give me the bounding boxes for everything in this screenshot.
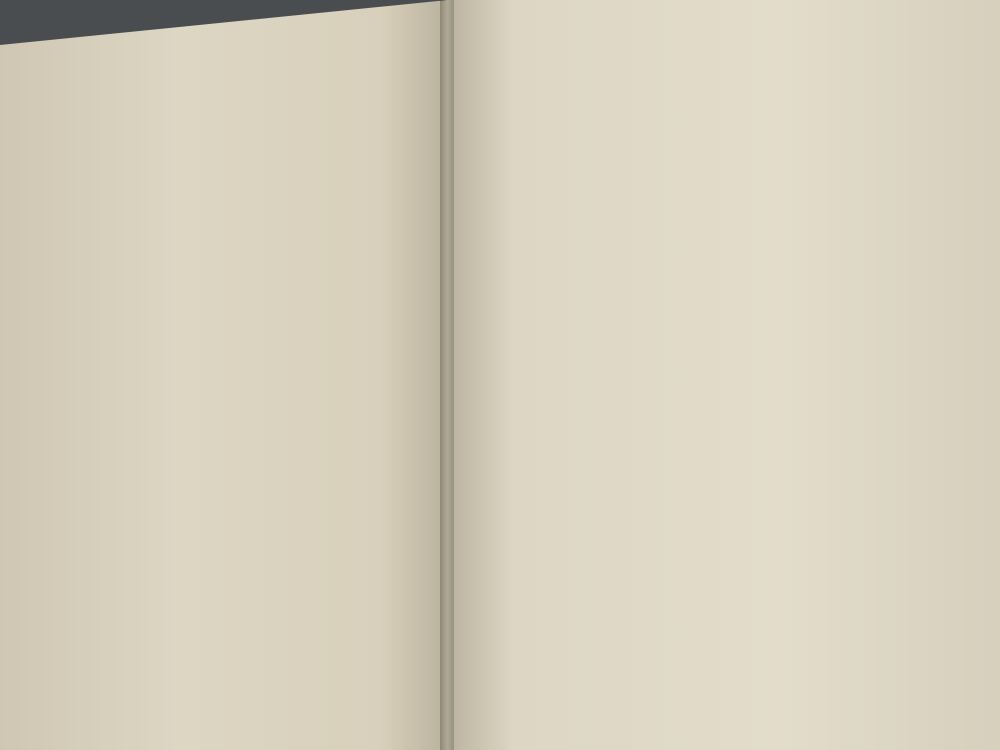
book-gutter [440,0,454,750]
left-page [0,0,448,750]
right-page [446,0,1000,750]
